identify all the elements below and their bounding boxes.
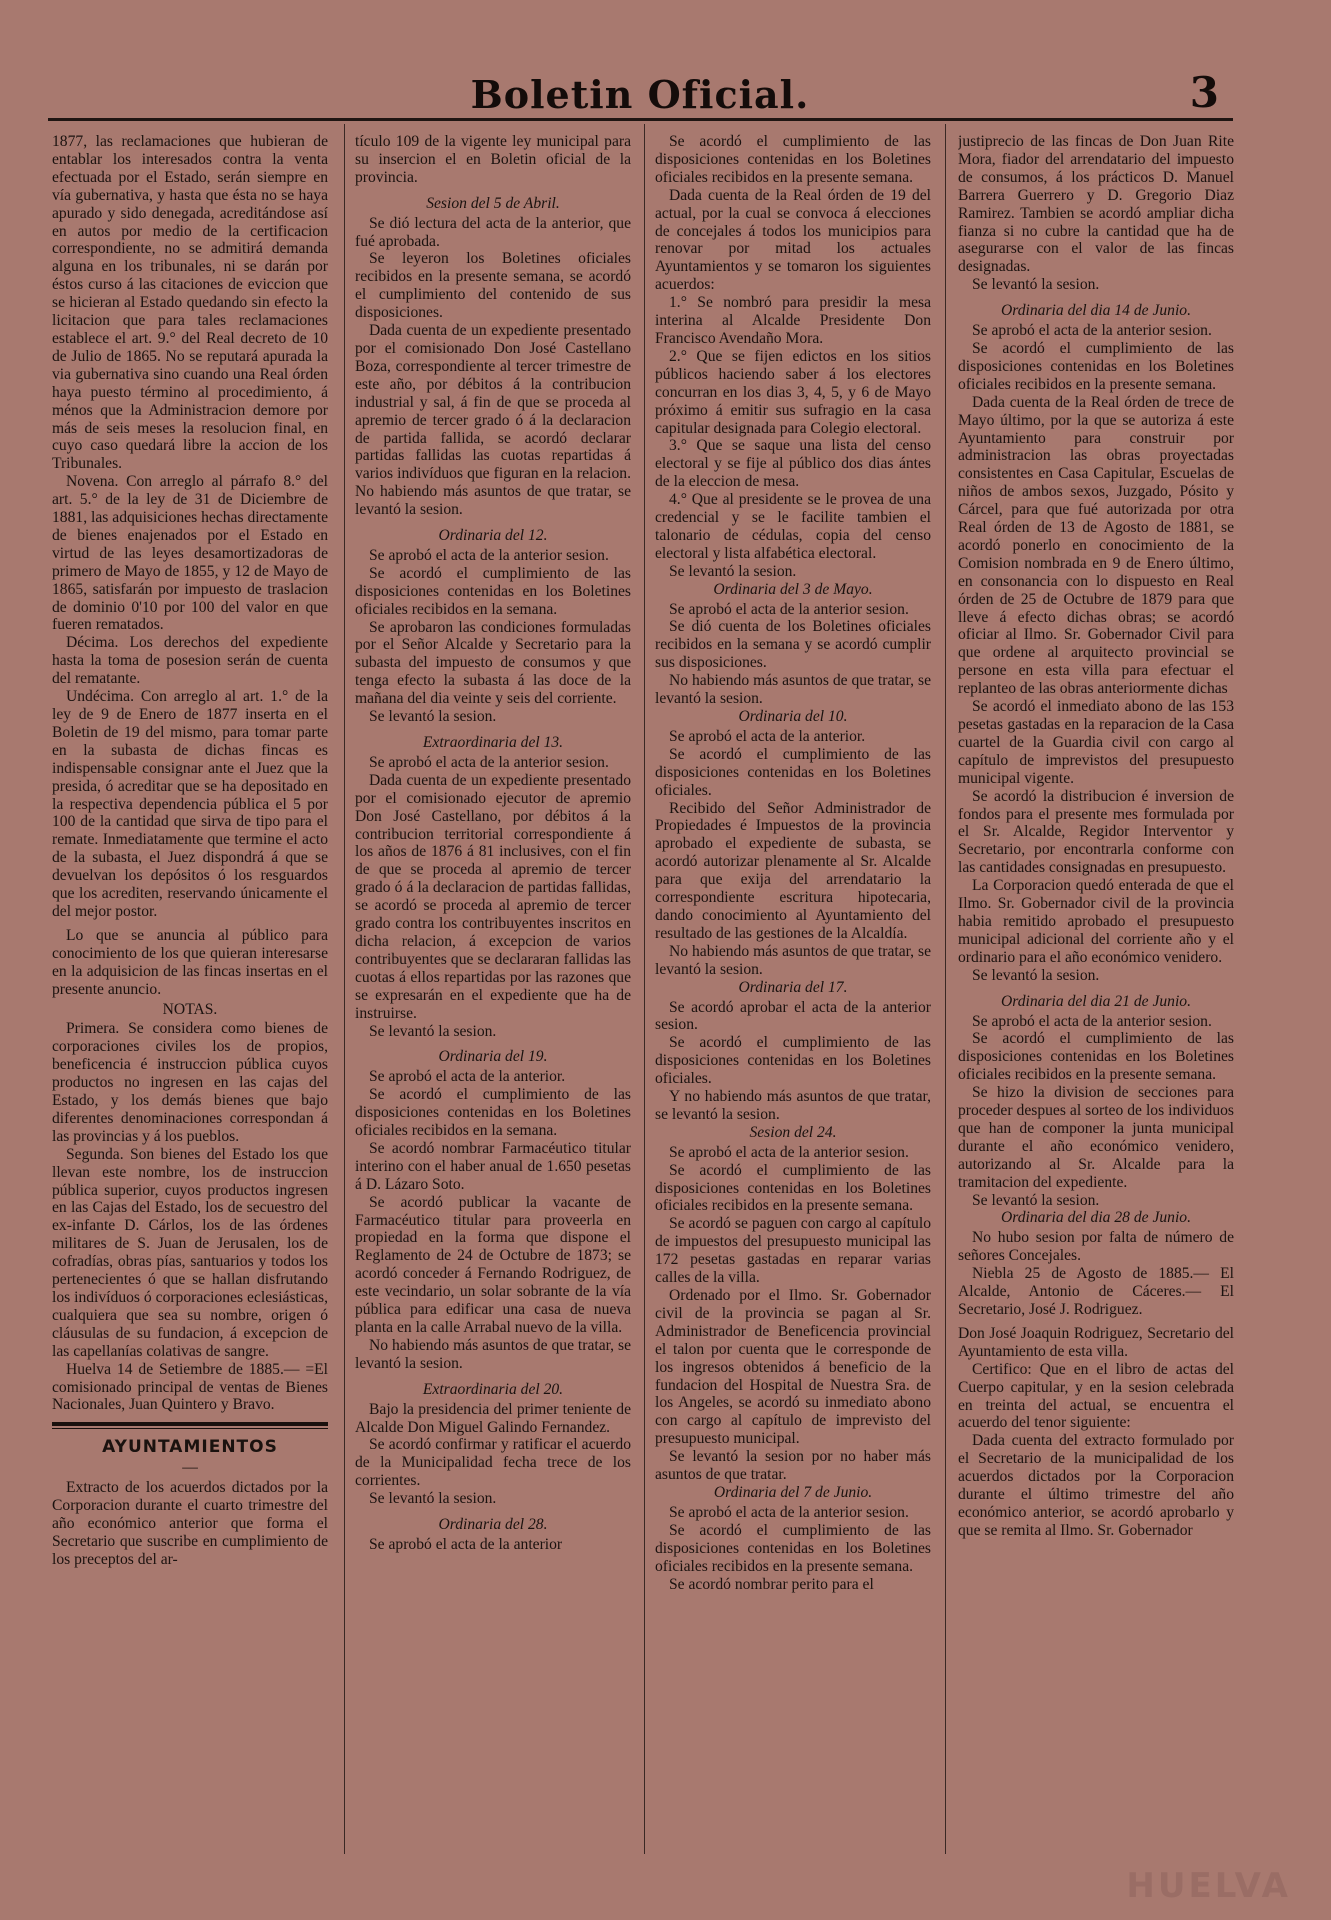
paragraph: Se levantó la sesion. bbox=[972, 966, 1100, 984]
page-number: 3 bbox=[1189, 68, 1219, 117]
paragraph: No habiendo más asuntos de que tratar, se levantó la sesion. bbox=[655, 672, 931, 708]
session-heading: Ordinaria del 12. bbox=[438, 527, 548, 545]
paragraph: Se levantó la sesion. bbox=[972, 276, 1100, 294]
paragraph: Se hizo la division de secciones para proceder despues al sorteo de los individuos que han de componer la junta municipal durante el año económico venidero, autorizando al Sr. Alcalde para la tramitacion del expediente. bbox=[958, 1084, 1234, 1191]
section-divider bbox=[52, 1422, 328, 1429]
paragraph: Se aprobó el acta de la anterior. bbox=[369, 1068, 566, 1086]
paragraph: Dada cuenta de la Real órden de 19 del actual, por la cual se convoca á elecciones de concejales á todos los municipios para renovar por mitad los actuales Ayuntamientos y se tomaron los siguientes acuerdos: bbox=[655, 186, 931, 294]
header-rule bbox=[48, 118, 1233, 121]
paragraph: Recibido del Señor Administrador de Propiedades é Impuestos de la provincia aprobado el expediente de subasta, se acordó autorizar plenamente al Sr. Alcalde para que exija del arrendatario la correspondiente escritura hipotecaria, dando conocimiento al Ayuntamiento del resultado de las gestiones de la Alcaldía. bbox=[655, 799, 931, 942]
session-heading: Ordinaria del 28. bbox=[438, 1516, 548, 1534]
paragraph: Dada cuenta del extracto formulado por el Secretario de la municipalidad de los acuerdos dictados por la Corporacion durante el último trimestre del año económico anterior, se acordó aprobarlo y que se remita al Ilmo. Sr. Gobernador bbox=[958, 1432, 1234, 1539]
signature-paragraph: Huelva 14 de Setiembre de 1885.— =El comisionado principal de ventas de Bienes Nacionales, Juan Quintero y Bravo. bbox=[52, 1360, 328, 1414]
paragraph: Don José Joaquin Rodriguez, Secretario del Ayuntamiento de esta villa. bbox=[958, 1324, 1234, 1360]
paragraph: Se acordó el cumplimiento de las disposiciones contenidas en los Boletines oficiales recibidos en la presente semana. bbox=[655, 1521, 931, 1575]
paragraph: 2.° Que se fijen edictos en los sitios públicos haciendo saber á los electores concurran en los dias 3, 4, 5, y 6 de Mayo próximo á emitir sus sufragio en la casa capitular designada para Colegio electoral. bbox=[655, 347, 931, 437]
paragraph: Se aprobó el acta de la anterior sesion. bbox=[669, 600, 909, 618]
paragraph: Lo que se anuncia al público para conocimiento de los que quieran interesarse en la adquisicion de las fincas insertas en el presente anuncio. bbox=[52, 926, 328, 998]
session-heading: Ordinaria del 17. bbox=[738, 978, 848, 996]
paragraph: Undécima. Con arreglo al art. 1.° de la ley de 9 de Enero de 1877 inserta en el Boletin de 19 del mismo, para tomar parte en la subasta de dichas fincas es indispensable consignar ante el Juez que la presida, ó acreditar que se ha depositado en la respectiva dependencia pública el 5 por 100 de la cantidad que sirva de tipo para el remate. Inmediatamente que termine el acto de la subasta, el Juez dispondrá á que se devuelvan los depósitos ó los resguardos que los acrediten, reservando únicamente el del mejor postor. bbox=[52, 688, 328, 920]
paragraph: No habiendo más asuntos de que tratar, se levantó la sesion. bbox=[655, 942, 931, 978]
column-divider bbox=[344, 124, 345, 1854]
paragraph: Bajo la presidencia del primer teniente de Alcalde Don Miguel Galindo Fernandez. bbox=[355, 1400, 631, 1436]
paragraph: Se levantó la sesion. bbox=[669, 562, 797, 580]
paragraph: Se leyeron los Boletines oficiales recibidos en la presente semana, se acordó el cumplimiento del contenido de sus disposiciones. bbox=[355, 250, 631, 322]
paragraph: Y no habiendo más asuntos de que tratar, se levantó la sesion. bbox=[655, 1088, 931, 1123]
session-heading: Sesion del 24. bbox=[749, 1123, 837, 1141]
paragraph: Se acordó nombrar Farmacéutico titular interino con el haber anual de 1.650 pesetas á D. Lázaro Soto. bbox=[355, 1139, 631, 1193]
signature-paragraph: Niebla 25 de Agosto de 1885.— El Alcalde, Antonio de Cáceres.— El Secretario, José J. Rodriguez. bbox=[958, 1265, 1234, 1318]
session-heading: Ordinaria del 7 de Junio. bbox=[713, 1483, 873, 1501]
paragraph: Se levantó la sesion. bbox=[369, 1490, 497, 1508]
paragraph: No hubo sesion por falta de número de señores Concejales. bbox=[958, 1229, 1234, 1265]
session-heading: Ordinaria del 19. bbox=[438, 1048, 548, 1066]
column-2 bbox=[355, 133, 631, 1853]
paragraph: Se acordó el cumplimiento de las disposiciones contenidas en los Boletines oficiales recibidos en la semana. bbox=[355, 1086, 631, 1140]
paragraph: Se acordó el cumplimiento de las disposiciones contenidas en los Boletines oficiales recibidos en la presente semana. bbox=[655, 133, 931, 186]
column-divider bbox=[644, 124, 645, 1854]
section-dash: — bbox=[182, 1459, 198, 1477]
session-heading: Extraordinaria del 20. bbox=[422, 1380, 564, 1398]
paragraph: 1877, las reclamaciones que hubieran de entablar los interesados contra la venta efectuada por el Estado, serán siempre en vía gubernativa, y hasta que ésta no se haya apurado y sido denegada, acreditándose así en autos por medio de la certificacion correspondiente, no se admitirá demanda alguna en los tribunales, ni se darán por éstos curso á las citaciones de eviccion que se hicieran al Estado quedando sin efecto la licitacion que para tales reclamaciones establece el art. 9.° del Real decreto de 10 de Julio de 1865. No se reputará apurada la via gubernativa sino cuando una Real órden haya puesto término al procedimiento, á ménos que la Administracion demore por más de seis meses la resolucion final, en cuyo caso quedará libre la accion de los Tribunales. bbox=[52, 133, 328, 473]
paragraph: tículo 109 de la vigente ley municipal para su insercion el en Boletin oficial de la provincia. bbox=[355, 133, 631, 186]
paragraph: 3.° Que se saque una lista del censo electoral y se fije al público dos dias ántes de la eleccion de mesa. bbox=[655, 437, 931, 491]
masthead-title: Boletin Oficial. bbox=[470, 72, 810, 117]
paragraph: Se acordó el cumplimiento de las disposiciones contenidas en los Boletines oficiales. bbox=[655, 745, 931, 799]
paragraph: Se dió lectura del acta de la anterior, que fué aprobada. bbox=[355, 214, 631, 250]
paragraph: Ordenado por el Ilmo. Sr. Gobernador civil de la provincia se pagan al Sr. Administrador de Beneficencia provincial el talon por cuenta que le corresponde de los ingresos obtenidos á beneficio de la fundacion del Hospital de Nuestra Sra. de los Angeles, se acordó su inmediato abono con cargo al capítulo de imprevisto del presupuesto municipal. bbox=[655, 1287, 931, 1448]
paragraph: Se aprobó el acta de la anterior sesion. bbox=[369, 753, 609, 771]
session-heading: Extraordinaria del 13. bbox=[422, 734, 564, 751]
paragraph: Se levantó la sesion. bbox=[369, 708, 497, 726]
paragraph: Dada cuenta de un expediente presentado por el comisionado ejecutor de apremio Don José Castellano, por débitos á la contribucion territorial correspondiente á los años de 1876 á 81 inclusives, con el fin de que se proceda al apremio de tercer grado ó á la declaracion de partidas fallidas, se acordó se proceda al apremio de tercer grado contra los contribuyentes inscritos en dicha relacion, á excepcion de varios contribuyentes que se declararan fallidas las cuotas á ellos repartidas por las razones que se expresarán en el expediente que ha de instruirse. bbox=[355, 771, 631, 1022]
archive-stamp: HUELVA bbox=[1126, 1866, 1291, 1906]
paragraph: Se acordó se paguen con cargo al capítulo de impuestos del presupuesto municipal las 172 pesetas gastadas en reparar varias calles de la villa. bbox=[655, 1215, 931, 1287]
paragraph: Se aprobó el acta de la anterior sesion. bbox=[972, 322, 1212, 340]
paragraph: Primera. Se considera como bienes de corporaciones civiles los de propios, beneficencia é instruccion pública cuyos productos no ingresen en las cajas del Estado, y los demás bienes que bajo diferentes denominaciones correspondan á las provincias y á los pueblos. bbox=[52, 1020, 328, 1145]
paragraph: 1.° Se nombró para presidir la mesa interina al Alcalde Presidente Don Francisco Avendaño Mora. bbox=[655, 294, 931, 347]
paragraph: Se acordó publicar la vacante de Farmacéutico titular para proveerla en propiedad en la forma que dispone el Reglamento de 24 de Octubre de 1873; se acordó conceder á Fernando Rodriguez, de este vecindario, un solar sobrante de la vía pública para edificar una casa de nueva planta en la calle Arrabal nuevo de la villa. bbox=[355, 1193, 631, 1336]
session-heading: Ordinaria del dia 21 de Junio. bbox=[1001, 992, 1191, 1010]
paragraph: Se acordó aprobar el acta de la anterior sesion. bbox=[655, 998, 931, 1034]
paragraph: La Corporacion quedó enterada de que el Ilmo. Sr. Gobernador civil de la provincia habia remitido aprobado el presupuesto municipal adicional del corriente año y el ordinario para el año económico venidero. bbox=[958, 877, 1234, 966]
session-heading: Ordinaria del dia 14 de Junio. bbox=[1001, 302, 1191, 320]
notes-heading: NOTAS. bbox=[162, 1000, 218, 1018]
paragraph: Se acordó la distribucion é inversion de fondos para el presente mes formulada por el Sr. Alcalde, Regidor Interventor y Secretario, por encontrarla conforme con las cantidades consignadas en presupuesto. bbox=[958, 787, 1234, 877]
paragraph: Certifico: Que en el libro de actas del Cuerpo capitular, y en la sesion celebrada en treinta del actual, se encuentra el acuerdo del tenor siguiente: bbox=[958, 1360, 1234, 1432]
thick-rule bbox=[52, 1422, 328, 1426]
paragraph: Se aprobó el acta de la anterior sesion. bbox=[369, 546, 609, 564]
paragraph: Segunda. Son bienes del Estado los que llevan este nombre, los de instruccion pública superior, cuyos productos ingresen en las Cajas del Estado, los de secuestro del ex-infante D. Cárlos, los de las órdenes militares de S. Juan de Jerusalen, los de cofradías, obras pías, santuarios y todos los pertenecientes ó que se hallan disfrutando los indivíduos ó corporaciones eclesiásticas, cualquiera que sea su nombre, origen ó cláusulas de su fundacion, á excepcion de las capellanías colativas de sangre. bbox=[52, 1145, 328, 1360]
paragraph: Extracto de los acuerdos dictados por la Corporacion durante el cuarto trimestre del año económico anterior que forma el Secretario que suscribe en cumplimiento de los preceptos del ar- bbox=[52, 1479, 328, 1568]
thin-rule bbox=[52, 1428, 328, 1429]
paragraph: Se dió cuenta de los Boletines oficiales recibidos en la semana y se acordó cumplir sus disposiciones. bbox=[655, 618, 931, 672]
paragraph: Se acordó nombrar perito para el bbox=[669, 1575, 874, 1593]
paragraph: Se aprobó el acta de la anterior sesion. bbox=[669, 1143, 909, 1161]
paragraph: Se aprobaron las condiciones formuladas por el Señor Alcalde y Secretario para la subasta del impuesto de consumos y que tenga efecto la subasta á las doce de la mañana del dia veinte y seis del corriente. bbox=[355, 618, 631, 708]
paragraph: Dada cuenta de un expediente presentado por el comisionado Don José Castellano Boza, correspondiente al tercer trimestre de este año, por débitos á la contribucion industrial y sal, á fin de que se proceda al apremio de tercer grado ó á la declaracion de partida fallida, se acordó declarar partidas fallidas las cuotas repartidas á varios indivíduos que figuran en la relacion. No habiendo más asuntos de que tratar, se levantó la sesion. bbox=[355, 322, 631, 519]
paragraph: Novena. Con arreglo al párrafo 8.° del art. 5.° de la ley de 31 de Diciembre de 1881, las adquisiciones hechas directamente de bienes enajenados por el Estado en virtud de las leyes desamortizadoras de primero de Mayo de 1855, y 12 de Mayo de 1865, satisfarán por impuesto de traslacion de dominio 0'10 por 100 del valor en que fueren rematados. bbox=[52, 473, 328, 634]
paragraph: Se acordó el cumplimiento de las disposiciones contenidas en los Boletines oficiales. bbox=[655, 1034, 931, 1088]
paragraph: Se acordó el inmediato abono de las 153 pesetas gastadas en la reparacion de la Casa cuartel de la Guardia civil con cargo al capítulo de imprevistos del presupuesto municipal vigente. bbox=[958, 698, 1234, 787]
paragraph: justiprecio de las fincas de Don Juan Rite Mora, fiador del arrendatario del impuesto de consumos, á los prácticos D. Manuel Barrera Guerrero y D. Gregorio Diaz Ramirez. Tambien se acordó ampliar dicha fianza si no cubre la cantidad que ha de asegurarse con el valor de las fincas designadas. bbox=[958, 133, 1234, 276]
column-3 bbox=[655, 133, 931, 1853]
paragraph: No habiendo más asuntos de que tratar, se levantó la sesion. bbox=[355, 1336, 631, 1372]
paragraph: Se levantó la sesion. bbox=[369, 1022, 497, 1040]
session-heading: Sesion del 5 de Abril. bbox=[426, 194, 560, 212]
paragraph: 4.° Que al presidente se le provea de una credencial y se le facilite tambien el talonario de cédulas, copia del censo electoral y lista alfabética electoral. bbox=[655, 491, 931, 562]
paragraph: Se levantó la sesion por no haber más asuntos de que tratar. bbox=[655, 1448, 931, 1484]
paragraph: Se acordó el cumplimiento de las disposiciones contenidas en los Boletines oficiales recibidos en la presente semana. bbox=[958, 1030, 1234, 1084]
paragraph: Décima. Los derechos del expediente hasta la toma de posesion serán de cuenta del rematante. bbox=[52, 634, 328, 688]
paragraph: Se levantó la sesion. bbox=[972, 1191, 1100, 1209]
paragraph: Se aprobó el acta de la anterior. bbox=[669, 727, 866, 745]
paragraph: Se acordó el cumplimiento de las disposiciones contenidas en los Boletines oficiales recibidos en la semana. bbox=[355, 564, 631, 618]
paragraph: Se acordó confirmar y ratificar el acuerdo de la Municipalidad fecha trece de los corrientes. bbox=[355, 1436, 631, 1490]
paragraph: Se aprobó el acta de la anterior sesion. bbox=[972, 1012, 1212, 1030]
section-heading-ayuntamientos: AYUNTAMIENTOS bbox=[102, 1437, 278, 1458]
column-4 bbox=[958, 133, 1234, 1853]
session-heading: Ordinaria del dia 28 de Junio. bbox=[1001, 1209, 1191, 1227]
paragraph: Se acordó el cumplimiento de las disposiciones contenidas en los Boletines oficiales recibidos en la presente semana. bbox=[655, 1161, 931, 1215]
paragraph: Se acordó el cumplimiento de las disposiciones contenidas en los Boletines oficiales recibidos en la presente semana. bbox=[958, 339, 1234, 393]
session-heading: Ordinaria del 3 de Mayo. bbox=[713, 580, 873, 598]
column-1 bbox=[52, 133, 328, 1853]
page-header bbox=[0, 66, 1331, 122]
paragraph: Dada cuenta de la Real órden de trece de Mayo último, por la que se autoriza á este Ayuntamiento para construir por administracion las obras proyectadas consistentes en Casa Capitular, Escuelas de niños de ambos sexos, Juzgado, Pósito y Cárcel, para que fué autorizada por otra Real órden de 13 de Agosto de 1881, se acordó ponerlo en conocimiento de la Comision nombrada en 9 de Enero último, en consonancia con lo dispuesto en Real órden de 25 de Octubre de 1879 para que lleve á efecto dichas obras; se acordó oficiar al Ilmo. Sr. Gobernador Civil para que ordene al arquitecto provincial se persone en esta villa para efectuar el replanteo de las obras anteriormente dichas bbox=[958, 393, 1234, 698]
column-divider bbox=[945, 124, 946, 1854]
paragraph: Se aprobó el acta de la anterior bbox=[369, 1535, 563, 1553]
session-heading: Ordinaria del 10. bbox=[738, 708, 848, 725]
paragraph: Se aprobó el acta de la anterior sesion. bbox=[669, 1503, 909, 1521]
